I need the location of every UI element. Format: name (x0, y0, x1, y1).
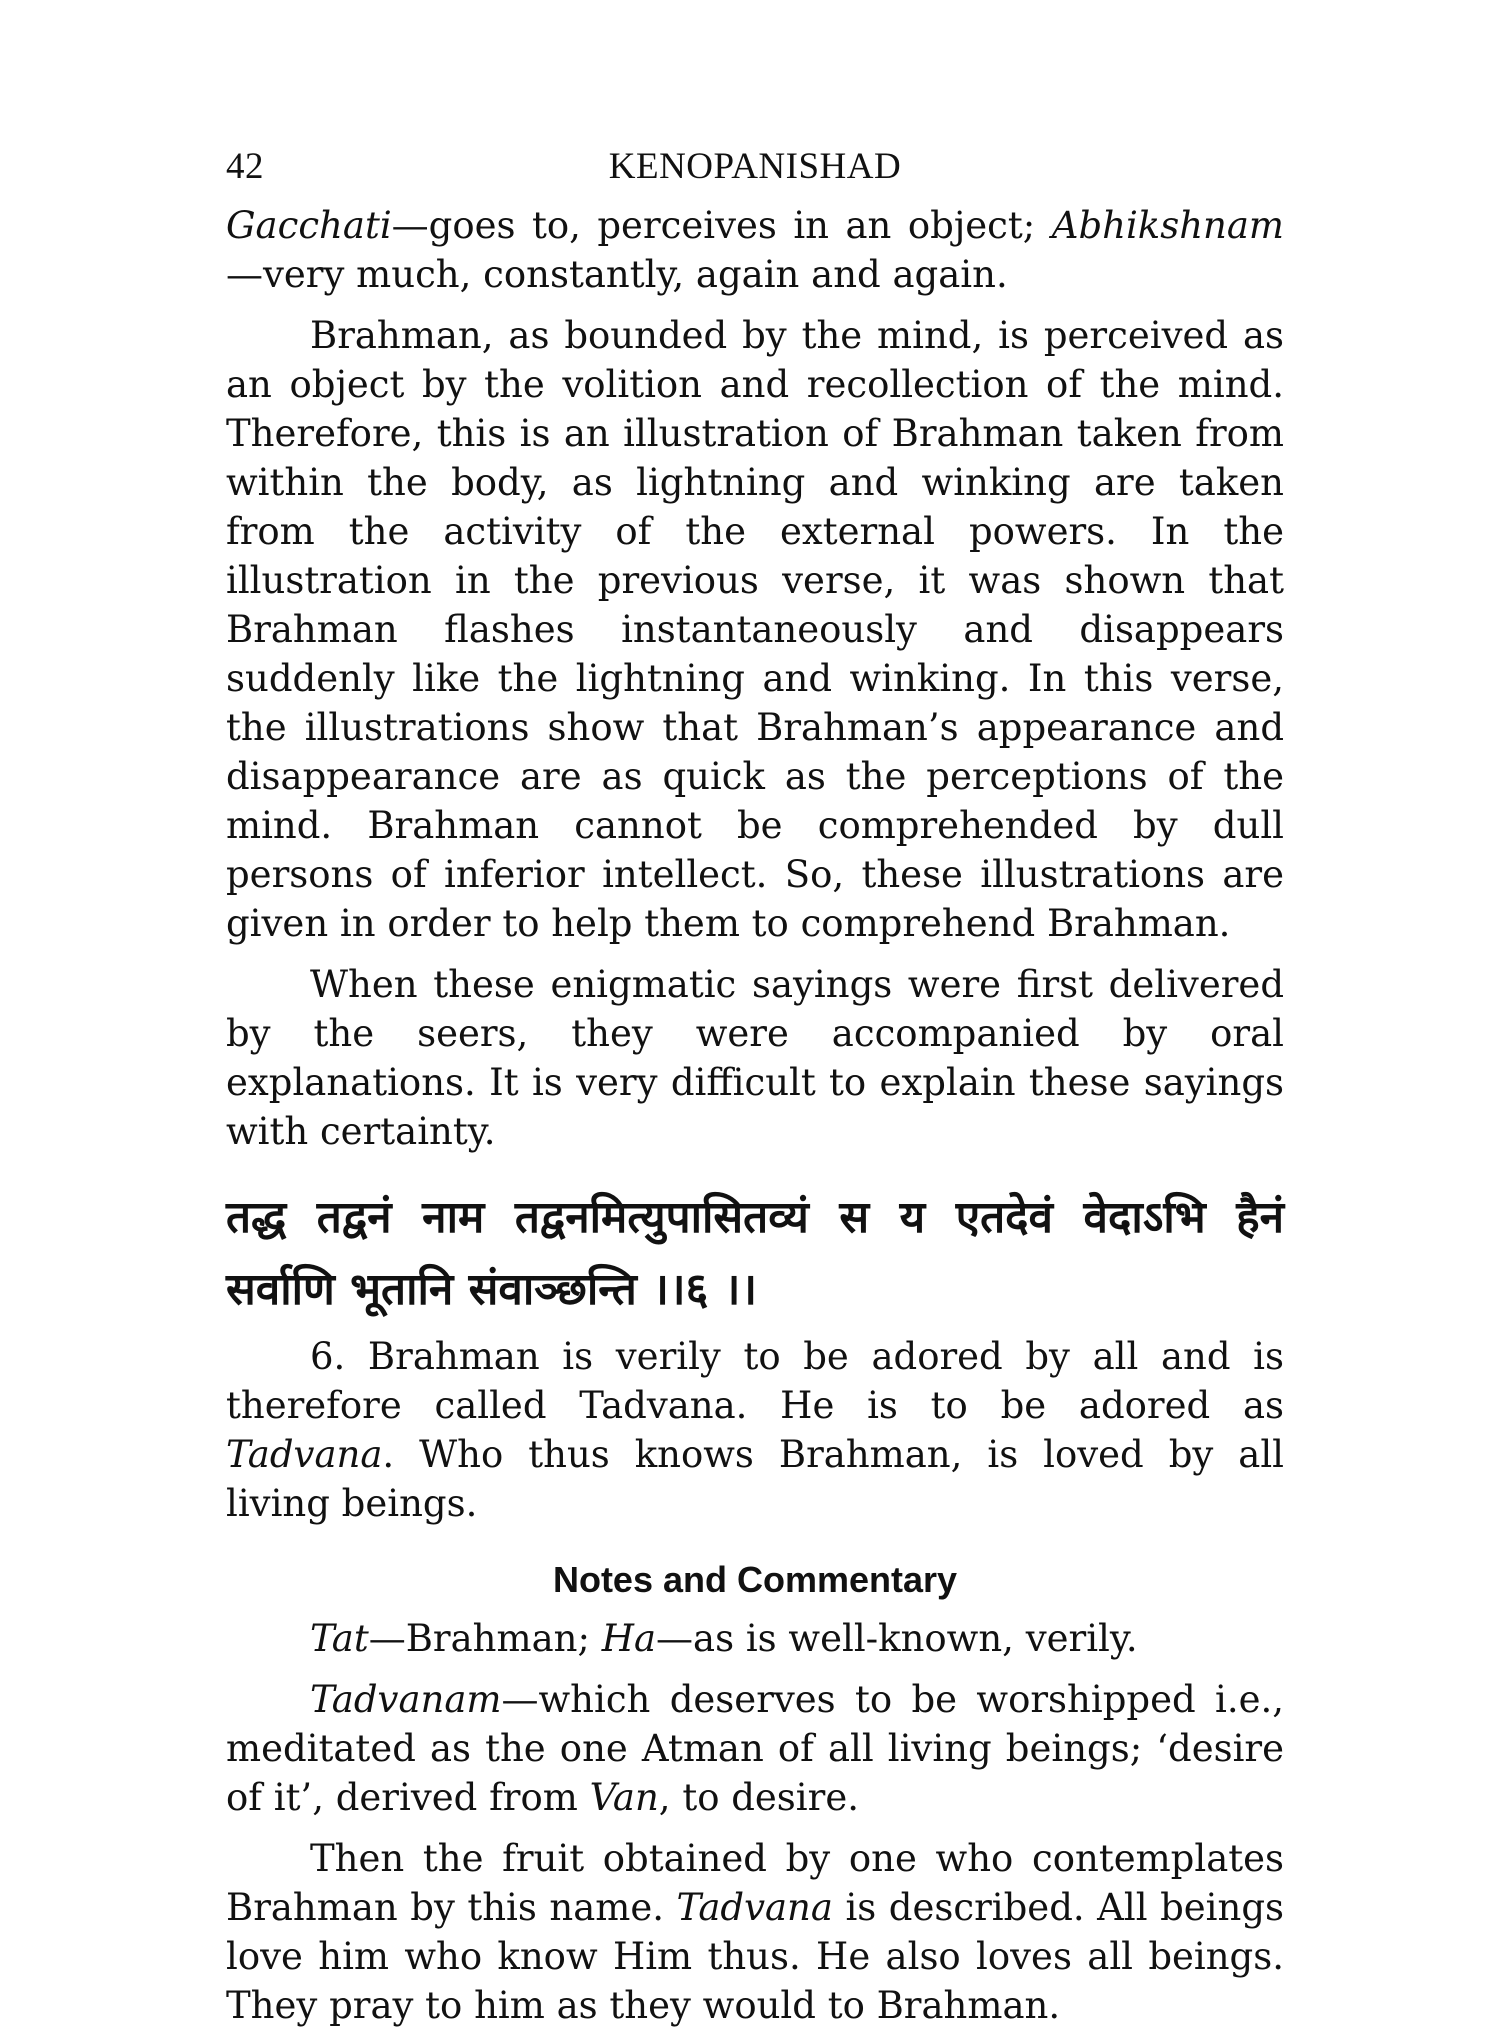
note-text: , to desire. (658, 1776, 859, 1819)
book-page (226, 145, 1284, 2030)
note-term: Tadvana (676, 1886, 833, 1929)
note-term: Van (589, 1776, 659, 1819)
note-text: Then the fruit obtained by one who contemplates Brahman by this name. (226, 1837, 1284, 1929)
note-text: —Brahman; (368, 1617, 602, 1660)
verse-translation (226, 1332, 1284, 1528)
gloss-term: Gacchati (226, 204, 392, 247)
note-term: Tat (310, 1617, 369, 1660)
body-paragraph: When these enigmatic sayings were first delivered by the seers, they were accompanied by oral explanations. It is very difficult to explain these sayings with certainty. (226, 963, 1284, 1153)
section-heading: Notes and Commentary (552, 1559, 958, 1600)
running-title: KENOPANISHAD (608, 146, 902, 187)
word-gloss-paragraph (226, 201, 1284, 299)
translation-term: Tadvana (226, 1433, 383, 1476)
gloss-text: —very much, constantly, again and again. (226, 253, 1008, 296)
commentary-note (226, 1614, 1284, 1663)
translation-text: . Who thus knows Brahman, is loved by all living beings. (226, 1433, 1284, 1525)
note-text: —as is well-known, verily. (656, 1617, 1138, 1660)
commentary-note (226, 1675, 1284, 1822)
sanskrit-verse: तद्ध तद्वनं नाम तद्वनमित्युपासितव्यं स य एतदेवं वेदाऽभि हैनं सर्वाणि भूतानि संवाञ्छन्ति ।।६ ।। (226, 1192, 1284, 1315)
gloss-text: —goes to, perceives in an object; (391, 204, 1052, 247)
translation-text: 6. Brahman is verily to be adored by all and is therefore called Tadvana. He is to be adored as (226, 1335, 1284, 1427)
running-header (226, 145, 1284, 201)
gloss-term: Abhikshnam (1051, 204, 1284, 247)
note-text: is described. All beings love him who know Him thus. He also loves all beings. They pray to him as they would to Brahman. (226, 1886, 1284, 2027)
body-paragraph: Brahman, as bounded by the mind, is perceived as an object by the volition and recollection of the mind. Therefore, this is an illustration of Brahman taken from within the body, as lightning and winking are taken from the activity of the external powers. In the illustration in the previous verse, it was shown that Brahman flashes instantaneously and disappears suddenly like the lightning and winking. In this verse, the illustrations show that Brahman’s appearance and disappearance are as quick as the perceptions of the mind. Brahman cannot be comprehended by dull persons of inferior intellect. So, these illustrations are given in order to help them to comprehend Brahman. (226, 314, 1284, 945)
note-text: —which deserves to be worshipped i.e., meditated as the one Atman of all living beings; ‘desire of it’, derived from (226, 1678, 1284, 1819)
page-number: 42 (226, 146, 264, 187)
commentary-note (226, 1834, 1284, 2030)
note-term: Tadvanam (310, 1678, 502, 1721)
note-term: Ha (601, 1617, 657, 1660)
